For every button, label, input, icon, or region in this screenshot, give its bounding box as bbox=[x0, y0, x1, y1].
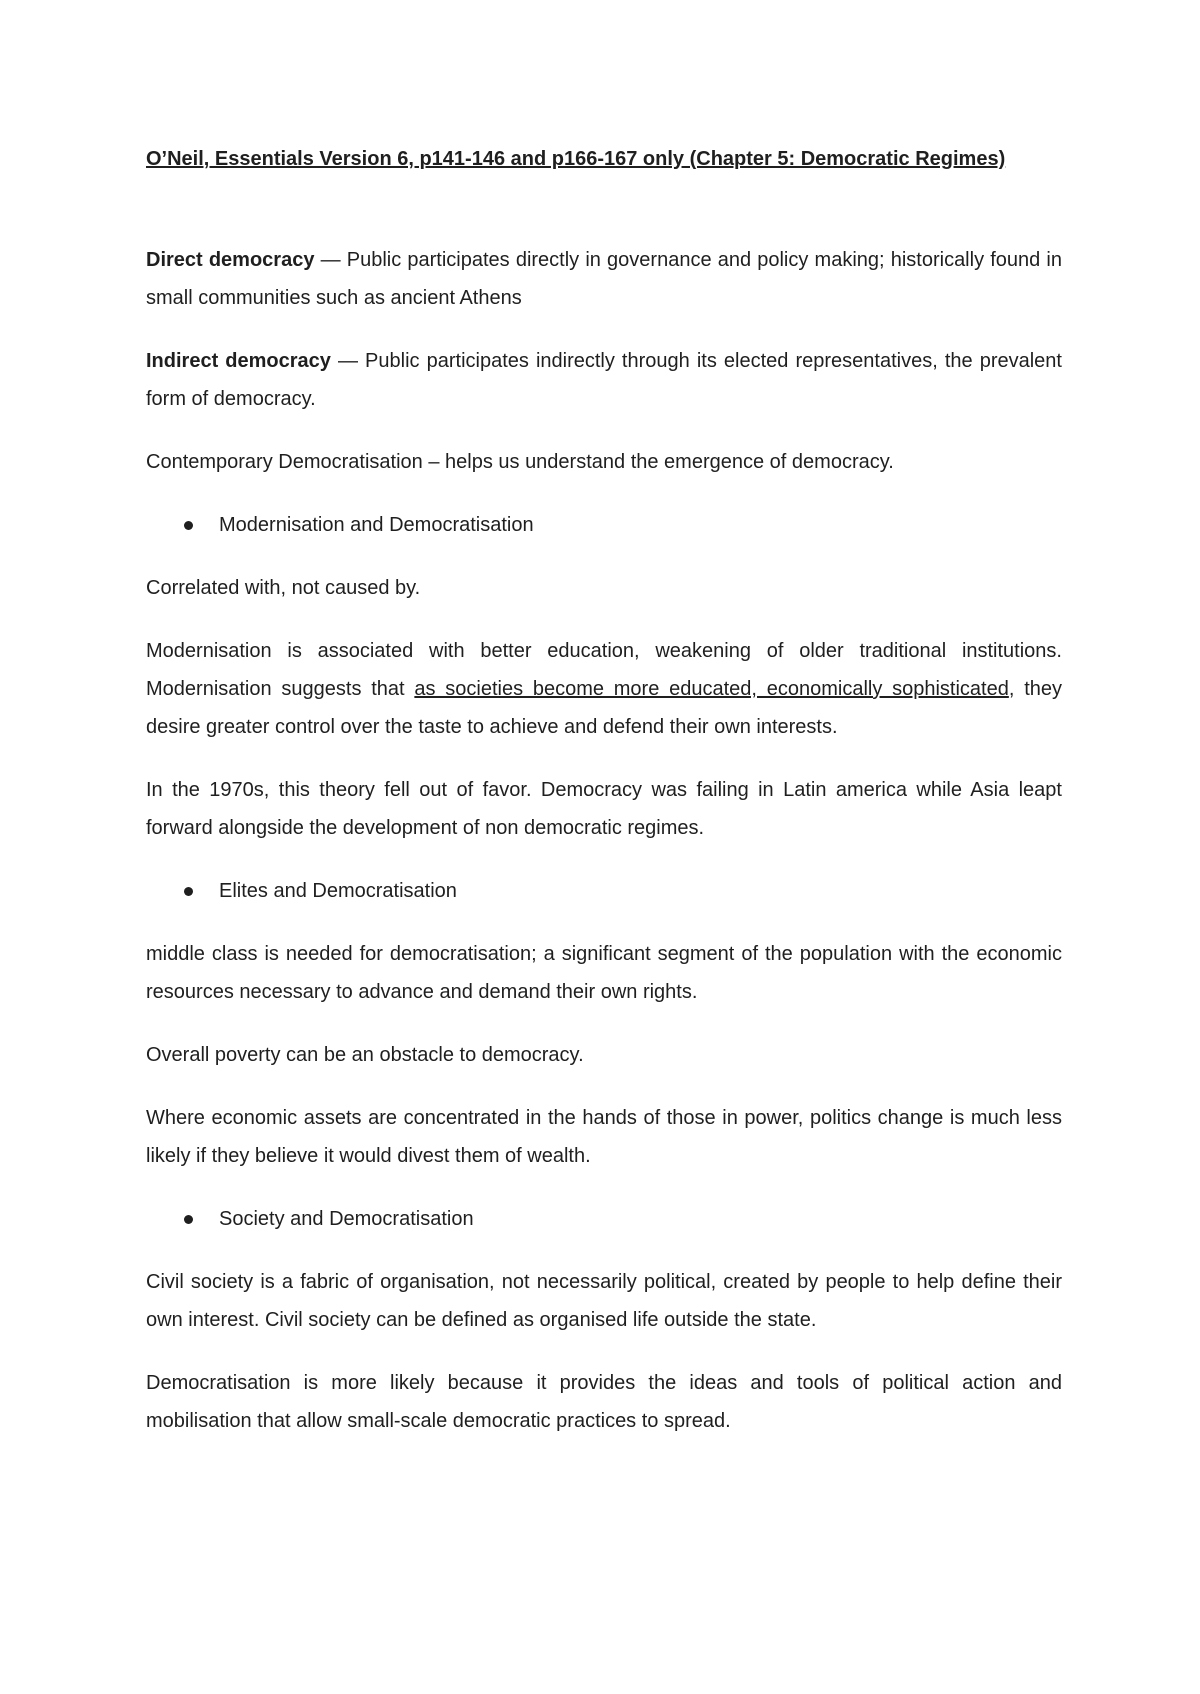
paragraph-poverty: Overall poverty can be an obstacle to democracy. bbox=[146, 1044, 584, 1066]
paragraph-democratisation-likely: Democratisation is more likely because it provides the ideas and tools of political action and mobilisation that allow small-scale democratic practices to spread. bbox=[146, 1372, 1062, 1432]
paragraph-middle-class: middle class is needed for democratisation; a significant segment of the population with the economic resources necessary to advance and demand their own rights. bbox=[146, 943, 1062, 1003]
bullet-label: Modernisation and Democratisation bbox=[219, 514, 534, 536]
bullet-label: Elites and Democratisation bbox=[219, 880, 457, 902]
term-indirect-democracy: Indirect democracy bbox=[146, 350, 331, 372]
bullet-dot-icon bbox=[184, 521, 193, 530]
paragraph-contemporary: Contemporary Democratisation – helps us understand the emergence of democracy. bbox=[146, 451, 894, 473]
bullet-elites bbox=[146, 872, 1062, 910]
modernisation-underlined-text: as societies become more educated, economically sophisticated bbox=[414, 678, 1009, 700]
definition-direct-democracy: — Public participates directly in governance and policy making; historically found in small communities such as ancient Athens bbox=[146, 249, 1062, 309]
paragraph-1970s: In the 1970s, this theory fell out of favor. Democracy was failing in Latin america while Asia leapt forward alongside the development of non democratic regimes. bbox=[146, 779, 1062, 839]
paragraph-indirect-democracy bbox=[146, 342, 1062, 418]
document-body bbox=[146, 140, 1062, 1465]
definition-indirect-democracy: — Public participates indirectly through its elected representatives, the prevalent form of democracy. bbox=[146, 350, 1062, 410]
paragraph-direct-democracy bbox=[146, 241, 1062, 317]
term-direct-democracy: Direct democracy bbox=[146, 249, 315, 271]
bullet-society bbox=[146, 1200, 1062, 1238]
paragraph-economic-assets: Where economic assets are concentrated in the hands of those in power, politics change is much less likely if they believe it would divest them of wealth. bbox=[146, 1107, 1062, 1167]
document-title: O’Neil, Essentials Version 6, p141-146 and p166-167 only (Chapter 5: Democratic Regimes) bbox=[146, 148, 1006, 170]
paragraph-modernisation bbox=[146, 632, 1062, 746]
paragraph-correlated: Correlated with, not caused by. bbox=[146, 577, 421, 599]
paragraph-civil-society: Civil society is a fabric of organisation, not necessarily political, created by people to help define their own interest. Civil society can be defined as organised life outside the state. bbox=[146, 1271, 1062, 1331]
modernisation-text-part1: Modernisation is associated with better education, weakening of older traditional institutions. Modernisation suggests that bbox=[146, 640, 1062, 700]
modernisation-text-part2: , they desire greater control over the taste to achieve and defend their own interests. bbox=[146, 678, 1062, 738]
bullet-label: Society and Democratisation bbox=[219, 1208, 474, 1230]
bullet-modernisation bbox=[146, 506, 1062, 544]
bullet-dot-icon bbox=[184, 887, 193, 896]
bullet-dot-icon bbox=[184, 1215, 193, 1224]
